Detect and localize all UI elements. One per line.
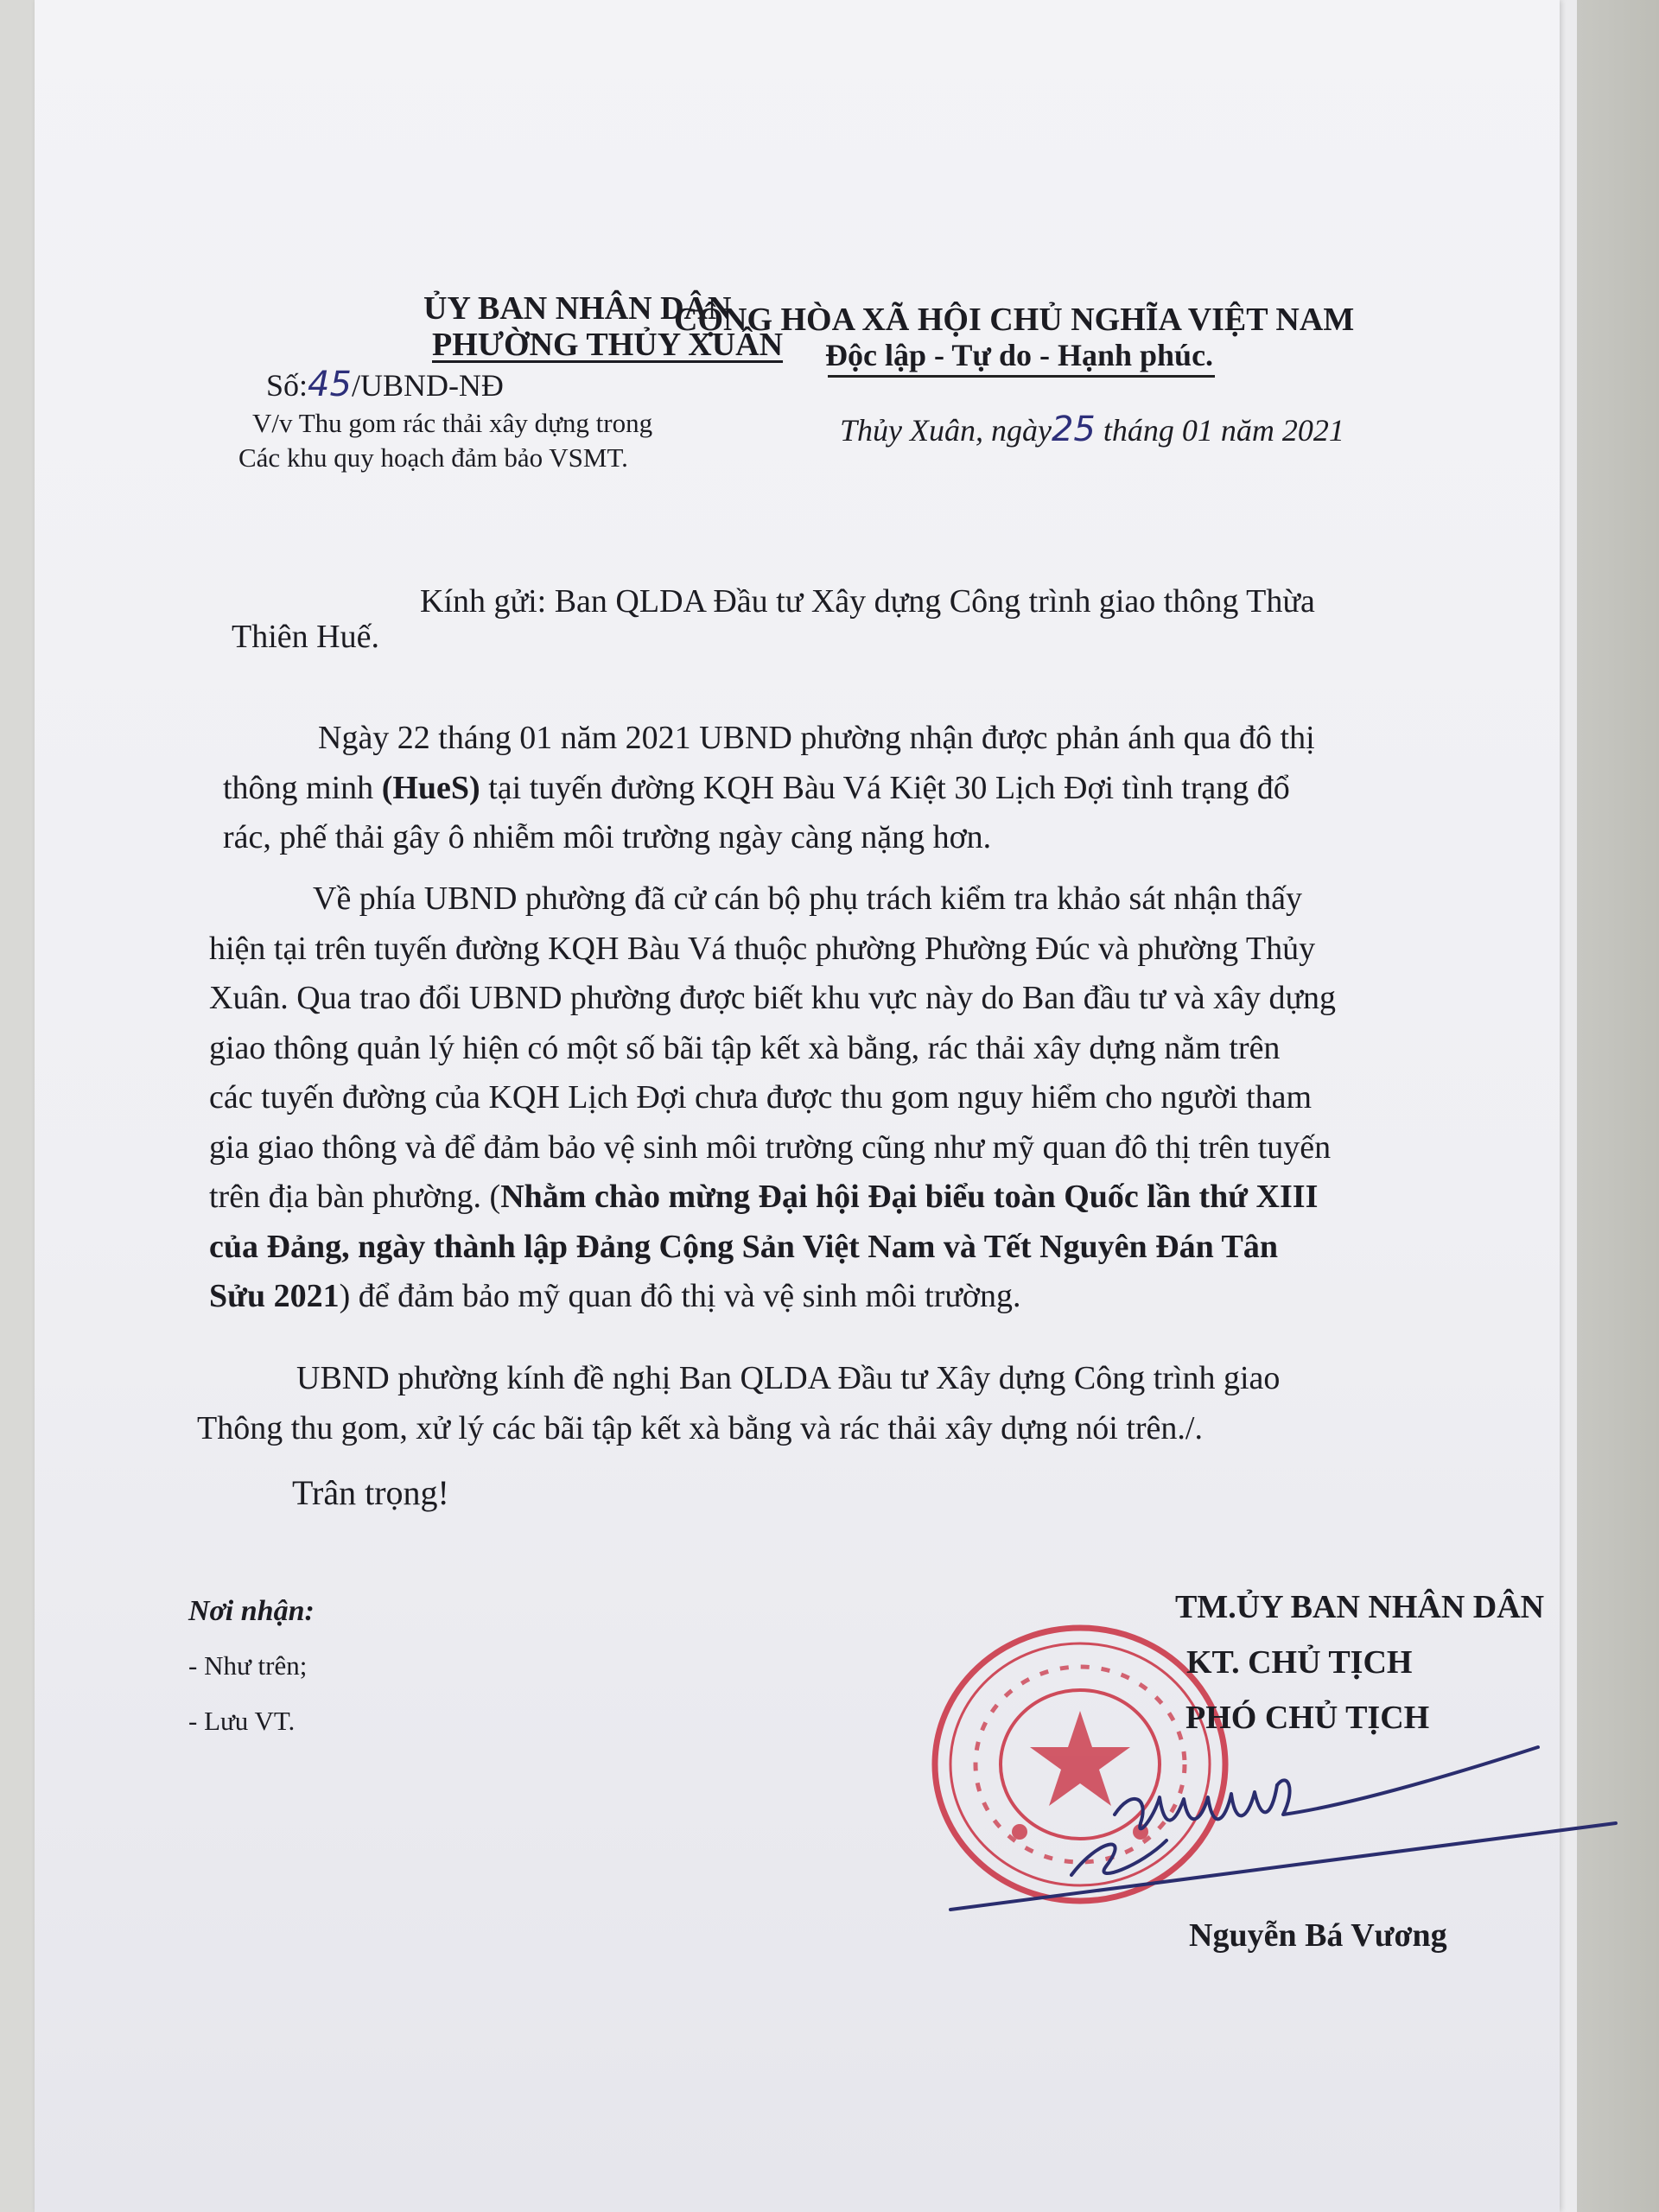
motto-underline [828,375,1215,378]
recipient-item: - Lưu VT. [188,1706,296,1736]
number-handwritten: 45 [308,365,352,404]
addressee-line-1: Kính gửi: Ban QLDA Đầu tư Xây dựng Công trình giao thông Thừa [420,583,1315,620]
org-ward: PHƯỜNG THỦY XUÂN [432,327,784,363]
paragraph-2-line: Về phía UBND phường đã cử cán bộ phụ trách kiểm tra khảo sát nhận thấy [313,880,1303,917]
date-suffix: tháng 01 năm 2021 [1095,413,1344,448]
document-number [266,365,504,404]
bold-span: Nhằm chào mừng Đại hội Đại biểu toàn Quốc lần thứ XIII [500,1179,1319,1215]
number-suffix: /UBND-NĐ [351,368,504,403]
date-day-handwritten: 25 [1051,410,1096,449]
paragraph-1 [223,714,1315,863]
addressee-line-2: Thiên Huế. [232,619,379,655]
subject-line-1: V/v Thu gom rác thải xây dựng trong [252,408,653,438]
paragraph-2-line: giao thông quản lý hiện có một số bãi tập kết xà bằng, rác thải xây dựng nằm trên [209,1029,1281,1066]
text-span: trên địa bàn phường. ( [209,1179,501,1215]
paragraph-1-line: rác, phế thải gây ô nhiễm môi trường ngày càng nặng hơn. [223,819,992,855]
text-span: tại tuyến đường KQH Bàu Vá Kiệt 30 Lịch Đợi tình trạng đổ [480,769,1290,806]
national-motto: Độc lập - Tự do - Hạnh phúc. [825,338,1214,372]
paragraph-2 [209,874,1336,1322]
place-date [840,410,1344,449]
date-prefix: Thủy Xuân, ngày [840,413,1052,448]
text-span: ) để đảm bảo mỹ quan đô thị và vệ sinh môi trường. [339,1278,1021,1314]
signature-title: PHÓ CHỦ TỊCH [1185,1700,1430,1736]
recipient-item: - Như trên; [188,1650,308,1681]
bold-span: Sửu 2021 [209,1278,340,1314]
hues-bold: (HueS) [381,769,480,806]
national-title: CỘNG HÒA XÃ HỘI CHỦ NGHĨA VIỆT NAM [674,302,1355,338]
signature-role: KT. CHỦ TỊCH [1186,1644,1413,1681]
paragraph-2-line: của Đảng, ngày thành lập Đảng Cộng Sản Việt Nam và Tết Nguyên Đán Tân [209,1228,1279,1265]
handwritten-signature [933,1737,1624,1936]
subject-line-2: Các khu quy hoạch đảm bảo VSMT. [238,442,628,473]
paragraph-2-line: gia giao thông và để đảm bảo vệ sinh môi trường cũng như mỹ quan đô thị trên tuyến [209,1128,1332,1166]
number-prefix: Số: [266,368,308,403]
paragraph-3 [197,1353,1280,1453]
closing-regards: Trân trọng! [292,1473,449,1512]
paragraph-2-line: Xuân. Qua trao đổi UBND phường được biết khu vực này do Ban đầu tư và xây dựng [209,980,1337,1016]
paragraph-3-line: Thông thu gom, xử lý các bãi tập kết xà bằng và rác thải xây dựng nói trên./. [197,1410,1203,1446]
signature-org: TM.ỦY BAN NHÂN DÂN [1175,1589,1545,1625]
paragraph-2-line: các tuyến đường của KQH Lịch Đợi chưa được thu gom nguy hiểm cho người tham [209,1079,1313,1116]
recipients-title: Nơi nhận: [188,1595,315,1627]
paragraph-3-line: UBND phường kính đề nghị Ban QLDA Đầu tư Xây dựng Công trình giao [296,1360,1281,1396]
signer-name: Nguyễn Bá Vương [1189,1917,1447,1954]
paragraph-2-line [209,1272,1336,1322]
paragraph-2-line [209,1173,1336,1223]
text-span: thông minh [223,769,382,806]
paragraph-1-line: Ngày 22 tháng 01 năm 2021 UBND phường nhận được phản ánh qua đô thị [318,720,1315,756]
paragraph-2-line: hiện tại trên tuyến đường KQH Bàu Vá thuộc phường Phường Đúc và phường Thủy [209,930,1316,967]
paragraph-1-line [223,764,1315,814]
org-name: ỦY BAN NHÂN DÂN [423,290,732,327]
